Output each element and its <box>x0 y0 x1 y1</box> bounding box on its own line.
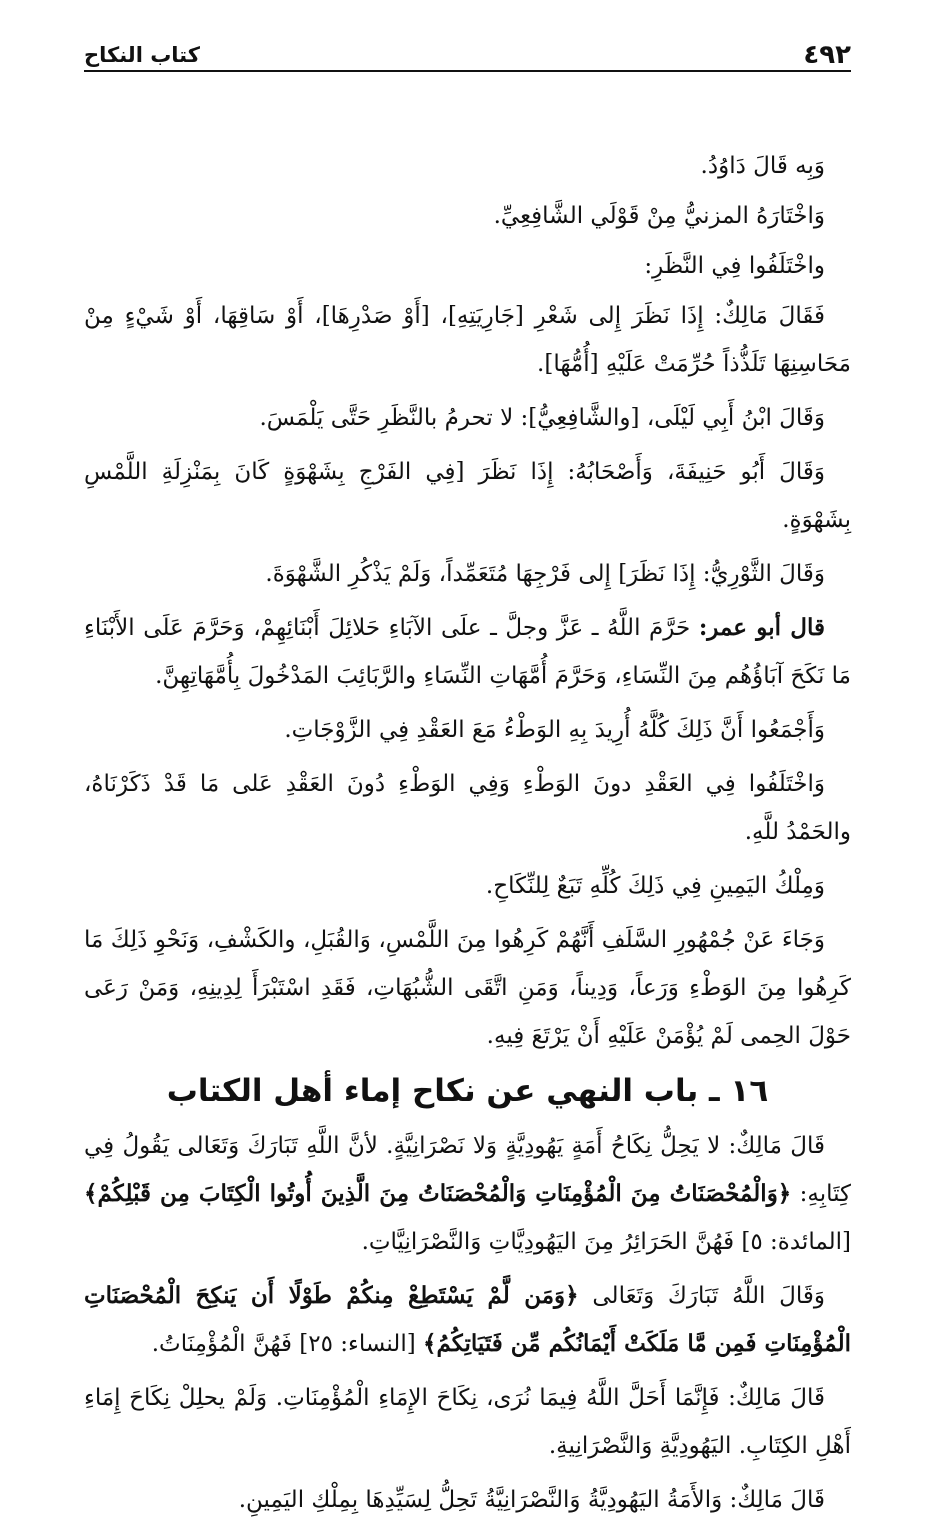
abu-omar-lead: قال أبو عمر: <box>698 614 825 641</box>
paragraph: وَاخْتَارَهُ المزنيُّ مِنْ قَوْلَي الشَّافِعِيِّ. <box>493 203 825 229</box>
paragraph: وَجَاءَ عَنْ جُمْهُورِ السَّلَفِ أَنَّهُمْ كَرِهُوا مِنَ اللَّمْسِ، وَالقُبَلِ، والكَشْفِ، وَنَحْوِ ذَلِكَ مَا كَرِهُوا مِنَ الوَطْءِ وَرَعاً، وَدِيناً، وَمَنِ اتَّقَى الشُّبُهَاتِ، فَقَدِ اسْتَبْرَأَ لِدِينِهِ، وَمَنْ رَعَى حَوْلَ الحِمى لَمْ يُؤْمَنْ عَلَيْهِ أَنْ يَرْتَعَ فِيهِ. <box>84 927 851 1049</box>
quran-verse: ﴿وَالْمُحْصَنَاتُ مِنَ الْمُؤْمِنَاتِ وَالْمُحْصَنَاتُ مِنَ الَّذِينَ أُوتُوا الْكِتَابَ مِن قَبْلِكُمْ﴾ <box>84 1180 792 1207</box>
paragraph: وَمِلْكُ اليَمِينِ فِي ذَلِكَ كُلِّهِ تَبَعٌ لِلنِّكَاحِ. <box>485 873 825 899</box>
paragraph: وَأَجْمَعُوا أَنَّ ذَلِكَ كُلَّهُ أُرِيدَ بِهِ الوَطْءُ مَعَ العَقْدِ فِي الزَّوْجَاتِ. <box>284 717 825 743</box>
chapter-p2-after: [النساء: ٢٥] فَهُنَّ الْمُؤْمِنَاتُ. <box>151 1331 423 1357</box>
paragraph: قَالَ مَالِكٌ: وَالأَمَةُ اليَهُودِيَّةُ وَالنَّصْرَانِيَّةُ تَحِلُّ لِسَيِّدِهَا بِمِلْكِ اليَمِينِ. <box>238 1487 825 1513</box>
abu-omar-paragraph <box>84 604 851 700</box>
paragraph: وَقَالَ أَبُو حَنِيفَةَ، وَأَصْحَابُهُ: إِذَا نَظَرَ [فِي الفَرْجِ بِشَهْوَةٍ كَانَ بِمَنْزِلَةِ اللَّمْسِ بِشَهْوَةٍ. <box>84 459 851 533</box>
paragraph: وَقَالَ الثَّوْرِيُّ: إِذَا نَظَرَ] إِلى فَرْجِهَا مُتَعَمِّداً، وَلَمْ يَذْكُرِ الشَّهْوَةَ. <box>265 561 825 587</box>
chapter-p1-after: [المائدة: ٥] فَهُنَّ الحَرَائِرُ مِنَ اليَهُودِيَّاتِ وَالنَّصْرَانِيَّاتِ. <box>361 1229 851 1255</box>
paragraph: قَالَ مَالِكٌ: فَإِنَّمَا أَحَلَّ اللَّهُ فِيمَا نُرَى، نِكَاحَ الإِمَاءِ الْمُؤْمِنَاتِ. وَلَمْ يحلِلْ نِكَاحَ إِمَاءِ أَهْلِ الكِتَابِ. اليَهُودِيَّةِ وَالنَّصْرَانِيةِ. <box>84 1385 851 1459</box>
paragraph: وَبِه قَالَ دَاوُدُ. <box>700 153 825 179</box>
paragraph: فَقَالَ مَالِكٌ: إِذَا نَظَرَ إِلى شَعْرِ [جَارِيَتِهِ]، [أَوْ صَدْرِهَا]، أَوْ سَاقِهَا، أَوْ شَيْءٍ مِنْ مَحَاسِنِهَا تَلَذُّذاً حُرِّمَتْ عَلَيْهِ [أُمُّهَا]. <box>84 303 851 377</box>
paragraph: وَقَالَ ابْنُ أَبِي لَيْلَى، [والشَّافِعِيُّ]: لا تحرمُ بالنَّظَرِ حَتَّى يَلْمَسَ. <box>259 405 825 431</box>
running-header <box>84 34 851 72</box>
paragraph: وَاخْتَلَفُوا فِي العَقْدِ دونَ الوَطْءِ وَفِي الوَطْءِ دُونَ العَقْدِ عَلى مَا قَدْ ذَكَرْنَاهُ، والحَمْدُ للَّهِ. <box>84 771 851 845</box>
chapter-paragraph-1 <box>84 1122 851 1266</box>
chapter-p1-before: قَالَ مَالِكٌ: لا يَحِلُّ نِكَاحُ أَمَةٍ يَهُودِيَّةٍ وَلا نَصْرَانِيَّةٍ. لأنَّ اللَّهِ تَبَارَكَ وَتَعَالى يَقُولُ فِي كِتَابِهِ: <box>84 1133 851 1207</box>
page-number: ٤٩٢ <box>803 40 851 70</box>
paragraph: واخْتَلَفُوا فِي النَّظَرِ: <box>644 253 825 279</box>
chapter-heading: ١٦ ـ باب النهي عن نكاح إماء أهل الكتاب <box>166 1073 769 1109</box>
quran-verse: ﴿وَمَن لَّمْ يَسْتَطِعْ مِنكُمْ طَوْلًا أَن يَنكِحَ الْمُحْصَنَاتِ الْمُؤْمِنَاتِ فَمِن مَّا مَلَكَتْ أَيْمَانُكُم مِّن فَتَيَاتِكُمُ﴾ <box>84 1282 851 1357</box>
book-title: كتاب النكاح <box>84 45 200 70</box>
page-body <box>84 142 851 1524</box>
abu-omar-text: حَرَّمَ اللَّهُ ـ عَزَّ وجلَّ ـ علَى الآبَاءِ حَلائِلَ أَبْنَائِهِمْ، وَحَرَّمَ عَلَى الأَبْنَاءِ مَا نَكَحَ آبَاؤُهُم مِنَ النِّسَاءِ، وَحَرَّمَ أُمَّهَاتِ النِّسَاءِ والرَّبَائِبَ المَدْخُولَ بِأُمَّهَاتِهِنَّ. <box>84 615 851 689</box>
chapter-paragraph-2 <box>84 1272 851 1368</box>
chapter-p2-before: وَقَالَ اللَّهُ تَبَارَكَ وَتَعَالى <box>578 1283 825 1309</box>
